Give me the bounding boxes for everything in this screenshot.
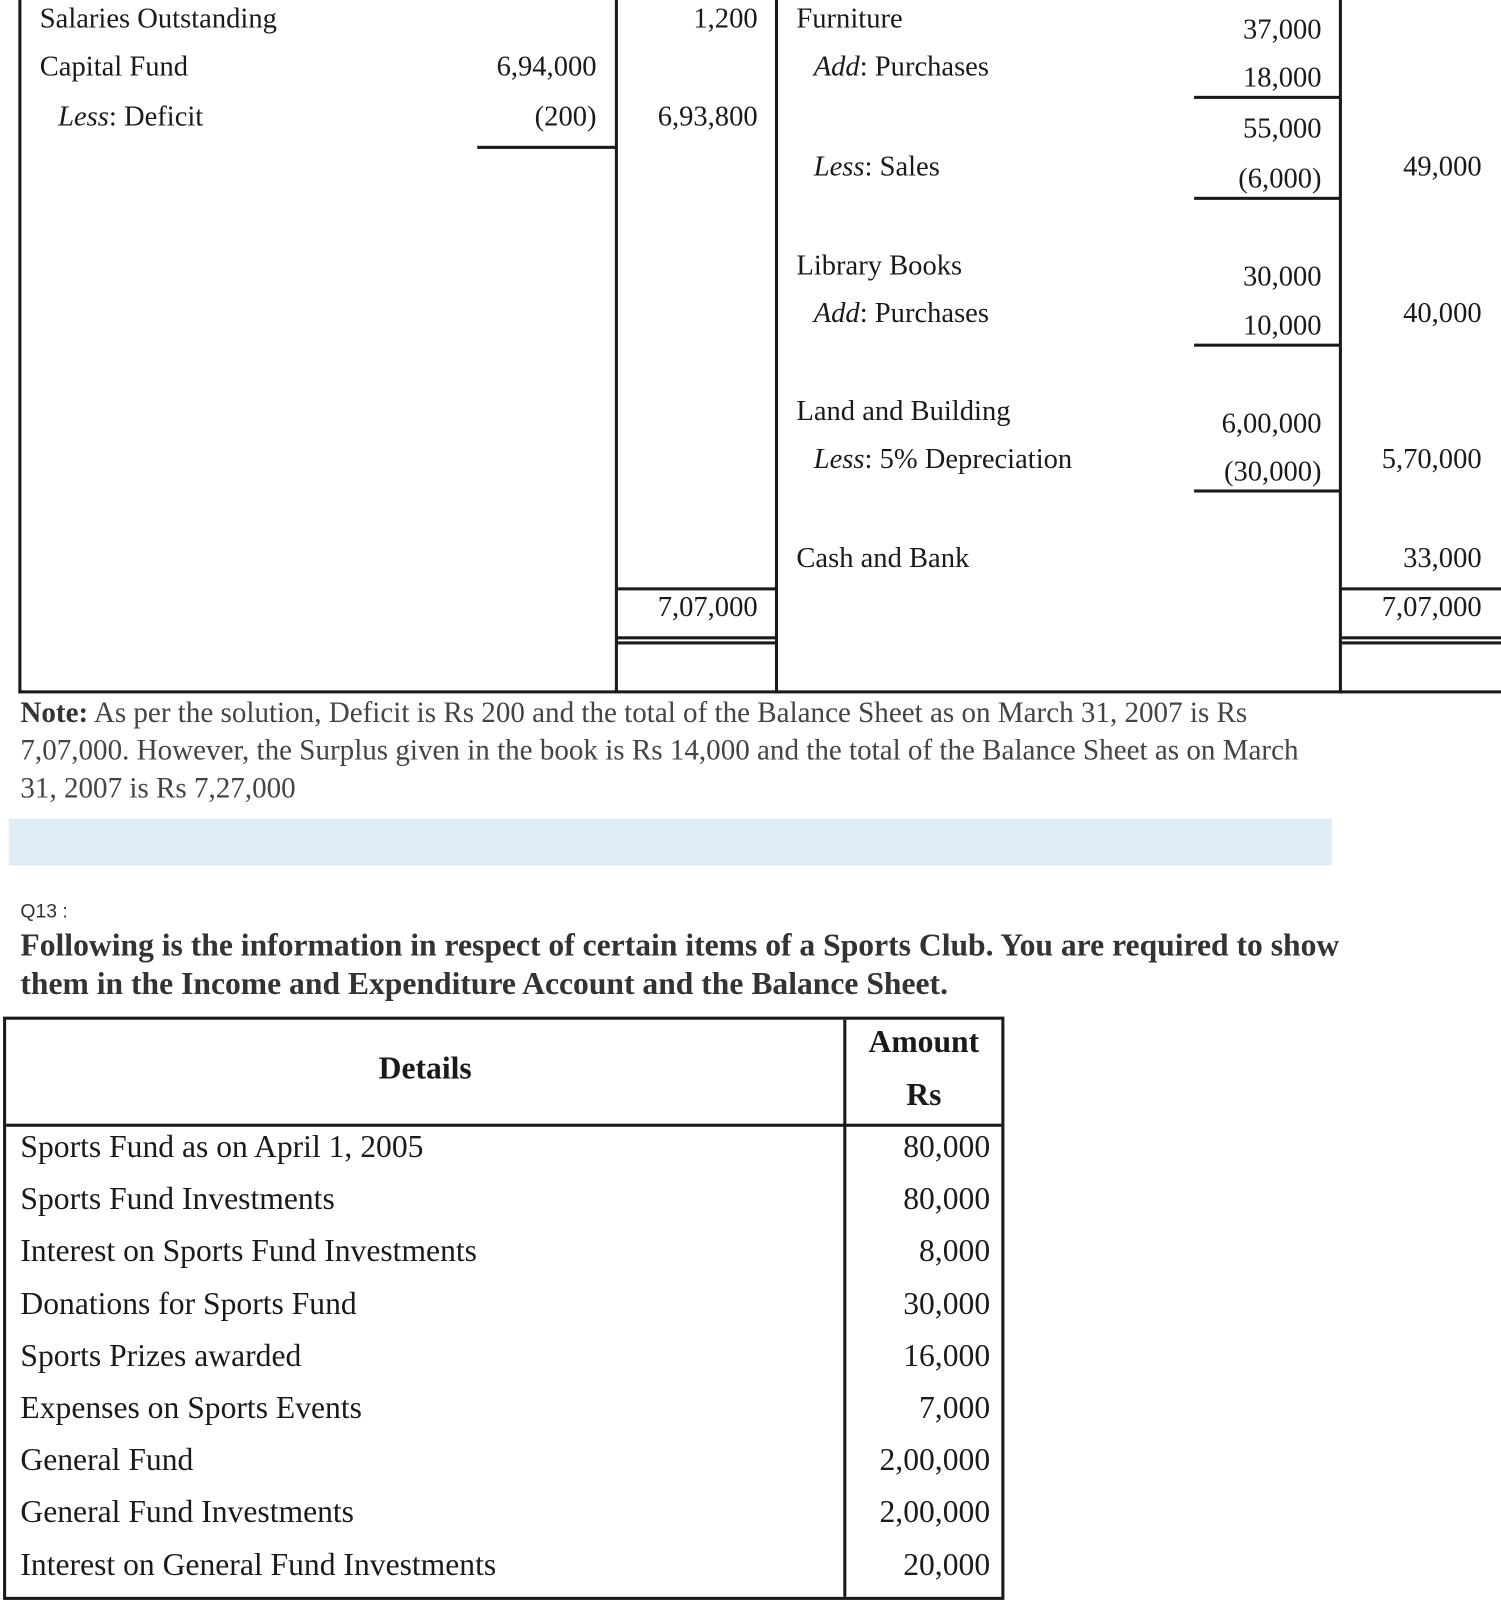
liability-amount: 6,93,800 [657,100,758,133]
row-amount: 80,000 [903,1180,991,1217]
label: : Purchases [859,50,989,83]
prefix: Less [58,100,109,133]
asset-label: Land and Building [796,395,1011,428]
question-text: Following is the information in respect of certain items of a Sports Club. You are required to show them in the Income and Expenditure Account and the Balance Sheet. [20,926,1340,1002]
rule [616,636,776,639]
rule [1342,636,1501,639]
details-table [3,1017,1004,1600]
row-amount: 20,000 [903,1545,991,1582]
row-amount: 2,00,000 [879,1493,991,1530]
asset-value: 10,000 [1243,309,1322,342]
asset-label: Cash and Bank [796,542,970,575]
row-detail: Expenses on Sports Events [20,1389,362,1426]
row-amount: 2,00,000 [879,1441,991,1478]
asset-value: 37,000 [1243,14,1322,46]
label: : Sales [864,150,940,183]
rule [1194,197,1340,200]
rule [1342,641,1501,644]
row-detail: Donations for Sports Fund [20,1284,357,1321]
rule [616,587,776,590]
row-detail: Interest on Sports Fund Investments [20,1232,477,1269]
liability-label: Capital Fund [39,50,189,83]
assets-total: 7,07,000 [1381,591,1482,624]
asset-value: (6,000) [1238,163,1322,195]
label: : Purchases [859,297,989,330]
question-number: Q13 : [20,901,68,923]
label: : 5% Depreciation [864,443,1073,476]
asset-add [813,50,989,83]
rule [616,641,776,644]
row-detail: Interest on General Fund Investments [20,1545,497,1582]
asset-less [813,150,940,183]
asset-add [813,297,989,330]
rule [1194,489,1340,492]
asset-label: Library Books [796,249,963,282]
liability-label: Salaries Outstanding [39,3,277,35]
note [20,694,1305,807]
liability-sub: (200) [534,100,597,133]
section-divider-bar [9,819,1332,865]
note-label: Note: [20,697,89,730]
header-divider [6,1124,1001,1127]
note-text: As per the solution, Deficit is Rs 200 and the total of the Balance Sheet as on March 31, 2007 is Rs 7,07,000. However, the Surplus given in the book is Rs 14,000 and the total of the Balance Sheet as on March 31, 2007 is Rs 7,27,000 [20,697,1299,805]
rule [1342,587,1501,590]
border [18,690,1501,693]
asset-amount: 40,000 [1403,297,1482,330]
row-amount: 30,000 [903,1284,991,1321]
header-details: Details [378,1049,472,1086]
row-amount: 7,000 [919,1389,991,1426]
header-amount: Amount [868,1023,980,1059]
prefix: Add [813,297,860,330]
rule [1194,96,1340,99]
asset-subtotal: 55,000 [1243,113,1322,145]
liabilities-total: 7,07,000 [657,591,758,624]
row-detail: General Fund [20,1441,194,1478]
row-detail: Sports Prizes awarded [20,1337,302,1373]
row-amount: 16,000 [903,1337,991,1373]
asset-amount: 5,70,000 [1381,443,1482,476]
prefix: Add [813,50,860,83]
prefix: Less [813,150,865,183]
liability-label [58,100,204,133]
rule [477,146,616,149]
asset-value: 6,00,000 [1221,407,1322,440]
asset-value: (30,000) [1223,455,1322,488]
row-detail: Sports Fund Investments [20,1180,335,1217]
liability-amount: 1,200 [693,3,758,35]
rule [1194,344,1340,347]
asset-value: 18,000 [1243,62,1322,94]
prefix: Less [813,443,865,476]
asset-label: Furniture [796,3,903,35]
row-amount: 8,000 [919,1232,991,1269]
label: : Deficit [108,100,204,133]
asset-less [813,443,1073,476]
row-detail: General Fund Investments [20,1493,354,1530]
asset-amount: 49,000 [1403,150,1482,183]
asset-value: 30,000 [1243,261,1322,293]
row-detail: Sports Fund as on April 1, 2005 [20,1128,424,1164]
row-amount: 80,000 [903,1128,991,1164]
asset-amount: 33,000 [1403,542,1482,575]
liability-sub: 6,94,000 [496,50,597,83]
border [18,0,21,693]
header-unit: Rs [906,1076,942,1112]
